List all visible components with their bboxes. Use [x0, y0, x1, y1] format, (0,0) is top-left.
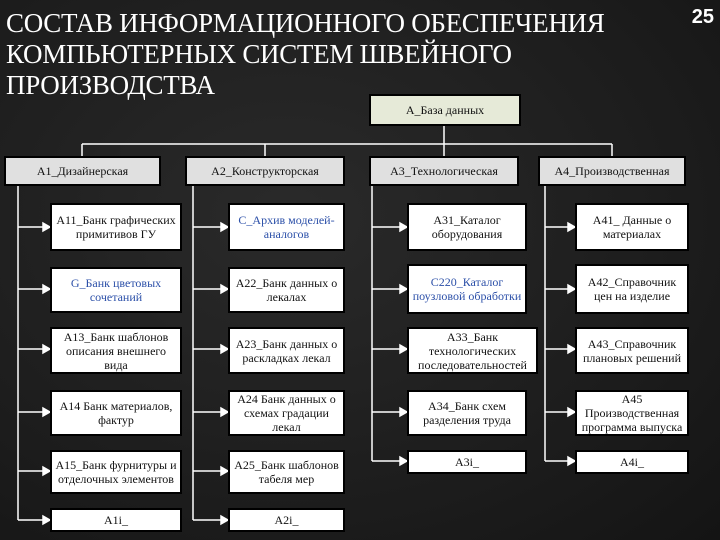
item-a4i: A4i_ [575, 450, 689, 474]
header-constructor: A2_Конструкторская [185, 156, 345, 186]
item-a42-price-reference: A42_Справочник цен на изделие [575, 264, 689, 314]
item-a22-patterns: A22_Банк данных о лекалах [228, 267, 345, 313]
header-technological: A3_Технологическая [369, 156, 519, 186]
item-a13-appearance-templates: A13_Банк шаблонов описания внешнего вида [50, 327, 182, 374]
item-a41-materials-data: A41_ Данные о материалах [575, 203, 689, 251]
header-production: A4_Производственная [538, 156, 686, 186]
item-c220-node-processing: C220_Каталог поузловой обработки [407, 264, 527, 314]
item-color-combinations: G_Банк цветовых сочетаний [50, 267, 182, 313]
item-a3i: A3i_ [407, 450, 527, 474]
item-a45-production-program: A45 Производственная программа выпуска [575, 390, 689, 436]
item-a2i: A2i_ [228, 508, 345, 532]
slide-title: СОСТАВ ИНФОРМАЦИОННОГО ОБЕСПЕЧЕНИЯ КОМПЬЮТЕРНЫХ СИСТЕМ ШВЕЙНОГО ПРОИЗВОДСТВА [6, 8, 605, 100]
item-a14-materials: A14 Банк материалов, фактур [50, 390, 182, 436]
item-a31-equipment: A31_Каталог оборудования [407, 203, 527, 251]
item-a24-grading: A24 Банк данных о схемах градации лекал [228, 390, 345, 436]
header-designer: A1_Дизайнерская [4, 156, 161, 186]
item-a23-layouts: A23_Банк данных о раскладках лекал [228, 327, 345, 374]
item-a15-accessories: A15_Банк фурнитуры и отделочных элементов [50, 450, 182, 494]
item-model-archive: C_Архив моделей-аналогов [228, 203, 345, 251]
database-root-label: A_База данных [405, 103, 485, 117]
item-a34-labor-division: A34_Банк схем разделения труда [407, 390, 527, 436]
item-a43-planning-reference: A43_Справочник плановых решений [575, 327, 689, 374]
item-a11-graphic-primitives: A11_Банк графических примитивов ГУ [50, 203, 182, 251]
item-a1i: A1i_ [50, 508, 182, 532]
item-a25-measure-templates: A25_Банк шаблонов табеля мер [228, 450, 345, 494]
item-a33-sequences: A33_Банк технологических последовательностей [407, 327, 538, 374]
database-root-box [369, 94, 521, 126]
slide-number: 25 [691, 6, 714, 28]
